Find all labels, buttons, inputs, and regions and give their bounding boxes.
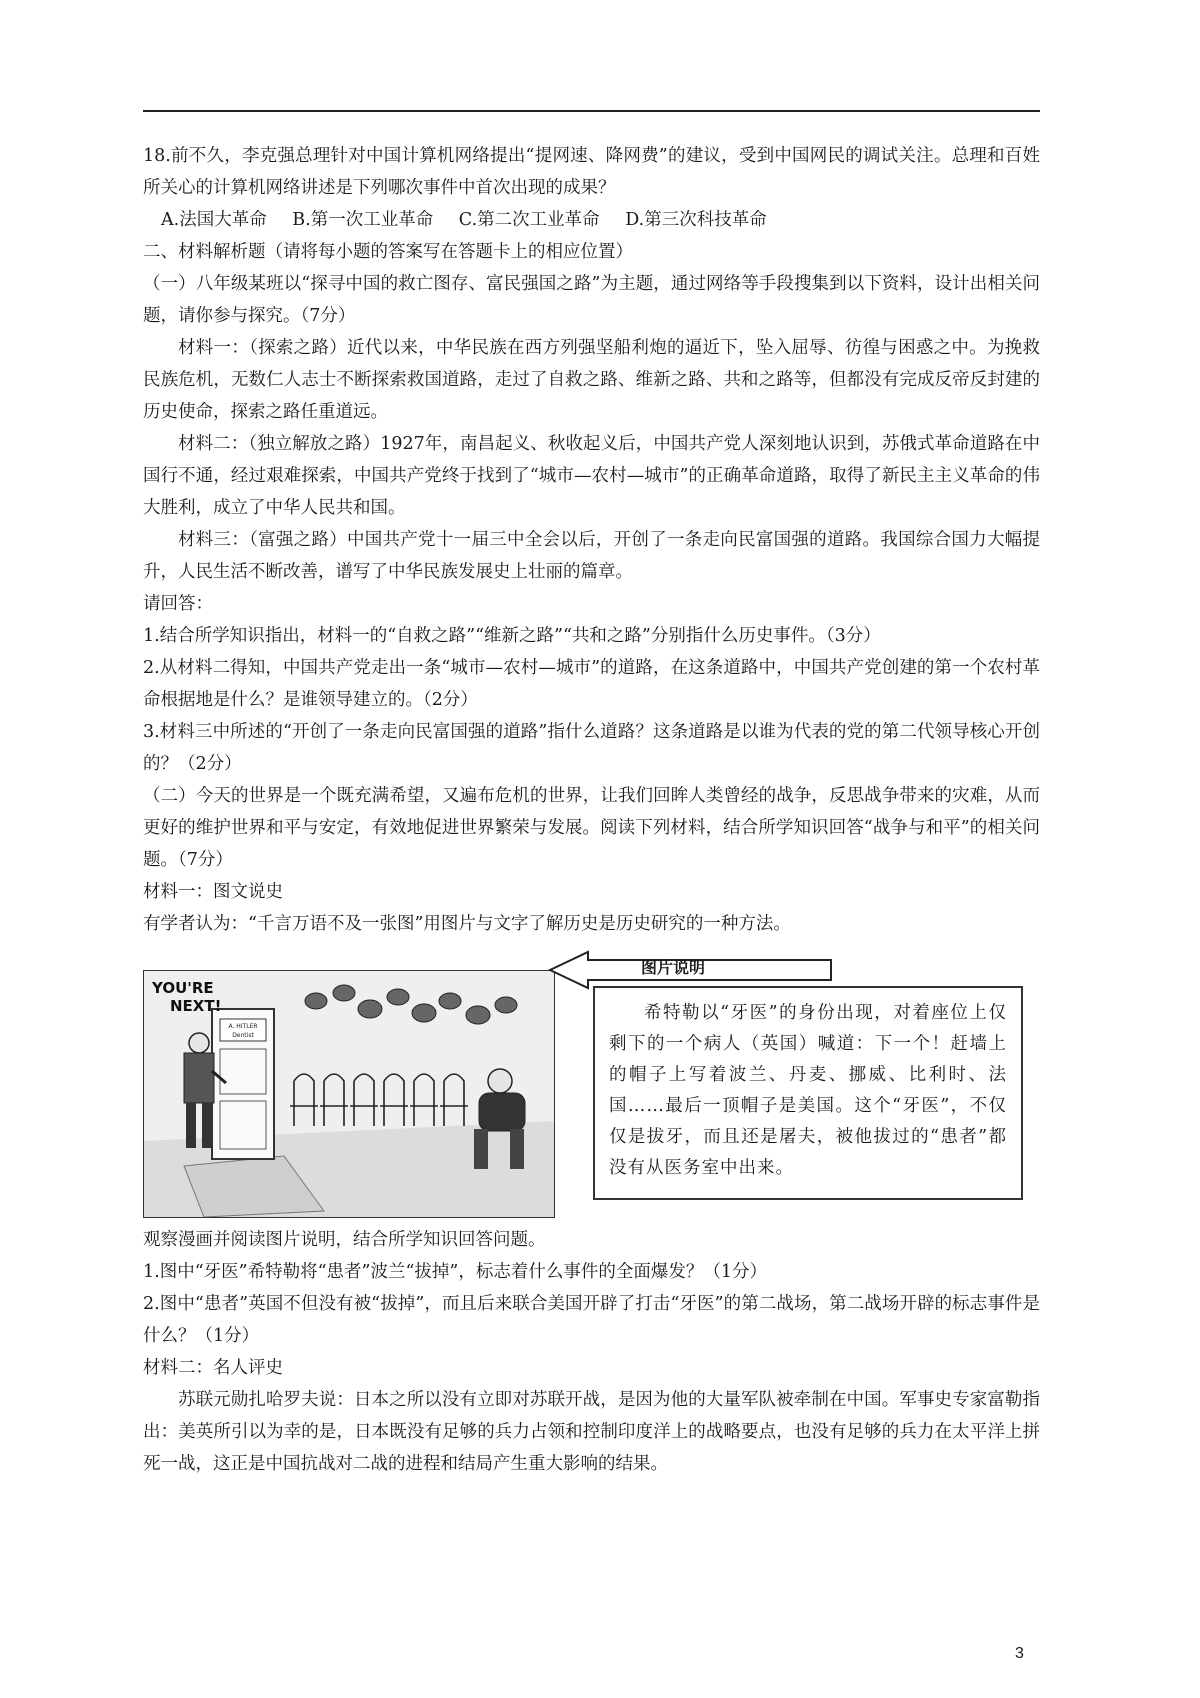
option-c: C.第二次工业革命	[458, 210, 600, 230]
exam-page	[143, 140, 1040, 1480]
hitler-dentist-cartoon	[143, 970, 555, 1218]
cartoon-illustration	[144, 971, 554, 1217]
part-2-material-2-text: 苏联元勋扎哈罗夫说：日本之所以没有立即对苏联开战，是因为他的大量军队被牵制在中国。军事史专家富勒指出：美英所引以为幸的是，日本既没有足够的兵力占领和控制印度洋上的战略要点，也没有足够的兵力在太平洋上拼死一战，这正是中国抗战对二战的进程和结局产生重大影响的结果。	[143, 1390, 1040, 1474]
part-1-question-2: 2.从材料二得知，中国共产党走出一条“城市—农村—城市”的道路，在这条道路中，中国共产党创建的第一个农村革命根据地是什么？是谁领导建立的。（2分）	[143, 658, 1040, 710]
part-1-material-1: 材料一：（探索之路）近代以来，中华民族在西方列强坚船利炮的逼近下，坠入屈辱、彷徨与困惑之中。为挽救民族危机，无数仁人志士不断探索救国道路，走过了自救之路、维新之路、共和之路等，但都没有完成反帝反封建的历史使命，探索之路任重道远。	[143, 338, 1040, 422]
caption-title: 图片说明	[640, 958, 705, 977]
part-1-material-2: 材料二：（独立解放之路）1927年，南昌起义、秋收起义后，中国共产党人深刻地认识到，苏俄式革命道路在中国行不通，经过艰难探索，中国共产党终于找到了“城市—农村—城市”的正确革命道路，取得了新民主主义革命的伟大胜利，成立了中华人民共和国。	[143, 434, 1040, 518]
section-2-heading: 二、材料解析题（请将每小题的答案写在答题卡上的相应位置）	[143, 242, 633, 262]
door-sign-line-1: A. HITLER	[228, 1023, 258, 1030]
part-1-material-3: 材料三：（富强之路）中国共产党十一届三中全会以后，开创了一条走向民富国强的道路。我国综合国力大幅提升，人民生活不断改善，谱写了中华民族发展史上壮丽的篇章。	[143, 530, 1040, 582]
header-rule	[143, 110, 1040, 112]
option-d: D.第三次科技革命	[625, 210, 767, 230]
option-b: B.第一次工业革命	[292, 210, 434, 230]
caption-text: 希特勒以“牙医”的身份出现，对着座位上仅剩下的一个病人（英国）喊道：下一个！赶墙上的帽子上写着波兰、丹麦、挪威、比利时、法国……最后一顶帽子是美国。这个“牙医”，不仅仅是拔牙，而且还是屠夫，被他拔过的“患者”都没有从医务室中出来。	[609, 1003, 1007, 1178]
question-18-options	[143, 204, 1040, 236]
part-2-material-1-text: 有学者认为：“千言万语不及一张图”用图片与文字了解历史是历史研究的一种方法。	[143, 914, 791, 934]
part-1-question-3: 3.材料三中所述的“开创了一条走向民富国强的道路”指什么道路？这条道路是以谁为代表的党的第二代领导核心开创的？（2分）	[143, 722, 1040, 774]
part-1-ask: 请回答：	[143, 594, 213, 614]
part-2-question-2: 2.图中“患者”英国不但没有被“拔掉”，而且后来联合美国开辟了打击“牙医”的第二战场，第二战场开辟的标志事件是什么？（1分）	[143, 1294, 1040, 1346]
part-2-material-1-title: 材料一：图文说史	[143, 882, 283, 902]
caption-box	[593, 986, 1023, 1200]
part-1-question-1: 1.结合所学知识指出，材料一的“自救之路”“维新之路”“共和之路”分别指什么历史事件。（3分）	[143, 626, 881, 646]
cartoon-speech: YOU'RE	[152, 979, 214, 997]
door-sign-line-2: Dentist	[232, 1032, 254, 1039]
part-2-intro: （二）今天的世界是一个既充满希望，又遍布危机的世界，让我们回眸人类曾经的战争，反思战争带来的灾难，从而更好的维护世界和平与安定，有效地促进世界繁荣与发展。阅读下列材料，结合所学知识回答“战争与和平”的相关问题。（7分）	[143, 786, 1040, 870]
page-number: 3	[1015, 1645, 1024, 1662]
cartoon-figure	[143, 950, 1040, 1220]
part-2-material-2-title: 材料二：名人评史	[143, 1358, 283, 1378]
part-2-observe: 观察漫画并阅读图片说明，结合所学知识回答问题。	[143, 1230, 546, 1250]
part-2-question-1: 1.图中“牙医”希特勒将“患者”波兰“拔掉”，标志着什么事件的全面爆发？（1分）	[143, 1262, 768, 1282]
part-1-intro: （一）八年级某班以“探寻中国的救亡图存、富民强国之路”为主题，通过网络等手段搜集到以下资料，设计出相关问题，请你参与探究。（7分）	[143, 274, 1040, 326]
option-a: A.法国大革命	[161, 210, 267, 230]
svg-text:NEXT!: NEXT!	[170, 997, 222, 1015]
question-18: 18.前不久，李克强总理针对中国计算机网络提出“提网速、降网费”的建议，受到中国网民的调试关注。总理和百姓所关心的计算机网络讲述是下列哪次事件中首次出现的成果？	[143, 146, 1040, 198]
